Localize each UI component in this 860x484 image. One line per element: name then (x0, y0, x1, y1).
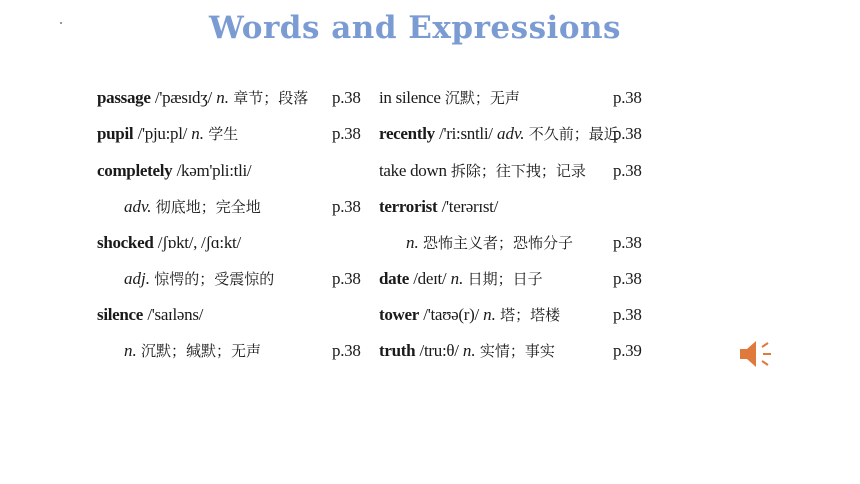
page-number: p.38 (613, 233, 642, 252)
headword: take down (379, 161, 447, 180)
chinese-meaning: 沉默；缄默；无声 (141, 342, 262, 360)
right_column-entry (379, 301, 560, 329)
right_column-entry (379, 84, 520, 112)
part-of-speech: n. (216, 88, 229, 107)
chinese-meaning: 章节；段落 (233, 89, 309, 107)
phonetic: /'taʊə(r)/ (423, 305, 479, 324)
page-number: p.38 (613, 161, 642, 180)
slide-title: Words and Expressions (208, 10, 621, 46)
speaker-icon[interactable] (738, 338, 774, 370)
phonetic: /'pæsɪdʒ/ (154, 88, 212, 107)
chinese-meaning: 恐怖主义者；恐怖分子 (423, 234, 574, 252)
chinese-meaning: 日期；日子 (467, 270, 543, 288)
headword: shocked (97, 233, 154, 252)
right_column-entry (379, 337, 555, 365)
page-number: p.38 (332, 269, 361, 288)
headword: passage (97, 88, 151, 107)
left_column-entry (97, 157, 251, 185)
left_column-entry (97, 301, 203, 329)
page-number: p.39 (613, 341, 642, 360)
headword: date (379, 269, 409, 288)
left_column-entry (124, 193, 261, 221)
phonetic: /'ri:sntli/ (439, 124, 493, 143)
part-of-speech: n. (191, 124, 205, 143)
page-number: p.38 (332, 88, 361, 107)
part-of-speech: n. (124, 341, 137, 360)
part-of-speech: n. (462, 341, 476, 360)
headword: recently (379, 124, 435, 143)
right_column-entry (379, 157, 586, 185)
right_column-entry (379, 265, 543, 293)
chinese-meaning: 沉默；无声 (444, 89, 520, 107)
left_column-entry (124, 337, 261, 365)
phonetic: /'pju:pl/ (137, 124, 188, 143)
page-number: p.38 (613, 124, 642, 143)
left_column-entry (124, 265, 274, 293)
phonetic: /'saɪləns/ (147, 305, 204, 324)
phonetic: /ʃɒkt/, /ʃɑ:kt/ (157, 233, 241, 252)
part-of-speech: adj. (124, 269, 150, 288)
right_column-entry (379, 120, 619, 148)
left_column-entry (97, 229, 241, 257)
page-number: p.38 (332, 341, 361, 360)
headword: pupil (97, 124, 134, 143)
chinese-meaning: 惊愕的；受震惊的 (154, 270, 275, 288)
chinese-meaning: 拆除；往下拽；记录 (450, 162, 586, 180)
page-number: p.38 (613, 305, 642, 324)
chinese-meaning: 不久前；最近 (528, 125, 619, 143)
headword: in silence (379, 88, 441, 107)
page-number: p.38 (332, 124, 361, 143)
phonetic: /tru:θ/ (419, 341, 459, 360)
page-number: p.38 (332, 197, 361, 216)
headword: silence (97, 305, 144, 324)
right_column-entry (379, 193, 498, 221)
headword: terrorist (379, 197, 438, 216)
chinese-meaning: 彻底地；完全地 (155, 198, 261, 216)
headword: tower (379, 305, 420, 324)
left_column-entry (97, 120, 238, 148)
right_column-entry (406, 229, 573, 257)
phonetic: /kəm'pli:tli/ (176, 161, 252, 180)
phonetic: /'terərɪst/ (441, 197, 499, 216)
phonetic: /deɪt/ (413, 269, 447, 288)
speaker-body (740, 341, 756, 367)
chinese-meaning: 塔；塔楼 (500, 306, 561, 324)
part-of-speech: n. (483, 305, 496, 324)
page-number: p.38 (613, 269, 642, 288)
chinese-meaning: 学生 (208, 125, 239, 143)
part-of-speech: adv. (496, 124, 525, 143)
chinese-meaning: 实情；事实 (479, 342, 555, 360)
part-of-speech: adv. (124, 197, 152, 216)
speaker-wave-bottom (762, 361, 768, 365)
left_column-entry (97, 84, 308, 112)
part-of-speech: n. (450, 269, 464, 288)
speaker-wave-top (762, 343, 768, 347)
headword: completely (97, 161, 173, 180)
part-of-speech: n. (406, 233, 419, 252)
headword: truth (379, 341, 416, 360)
page-number: p.38 (613, 88, 642, 107)
